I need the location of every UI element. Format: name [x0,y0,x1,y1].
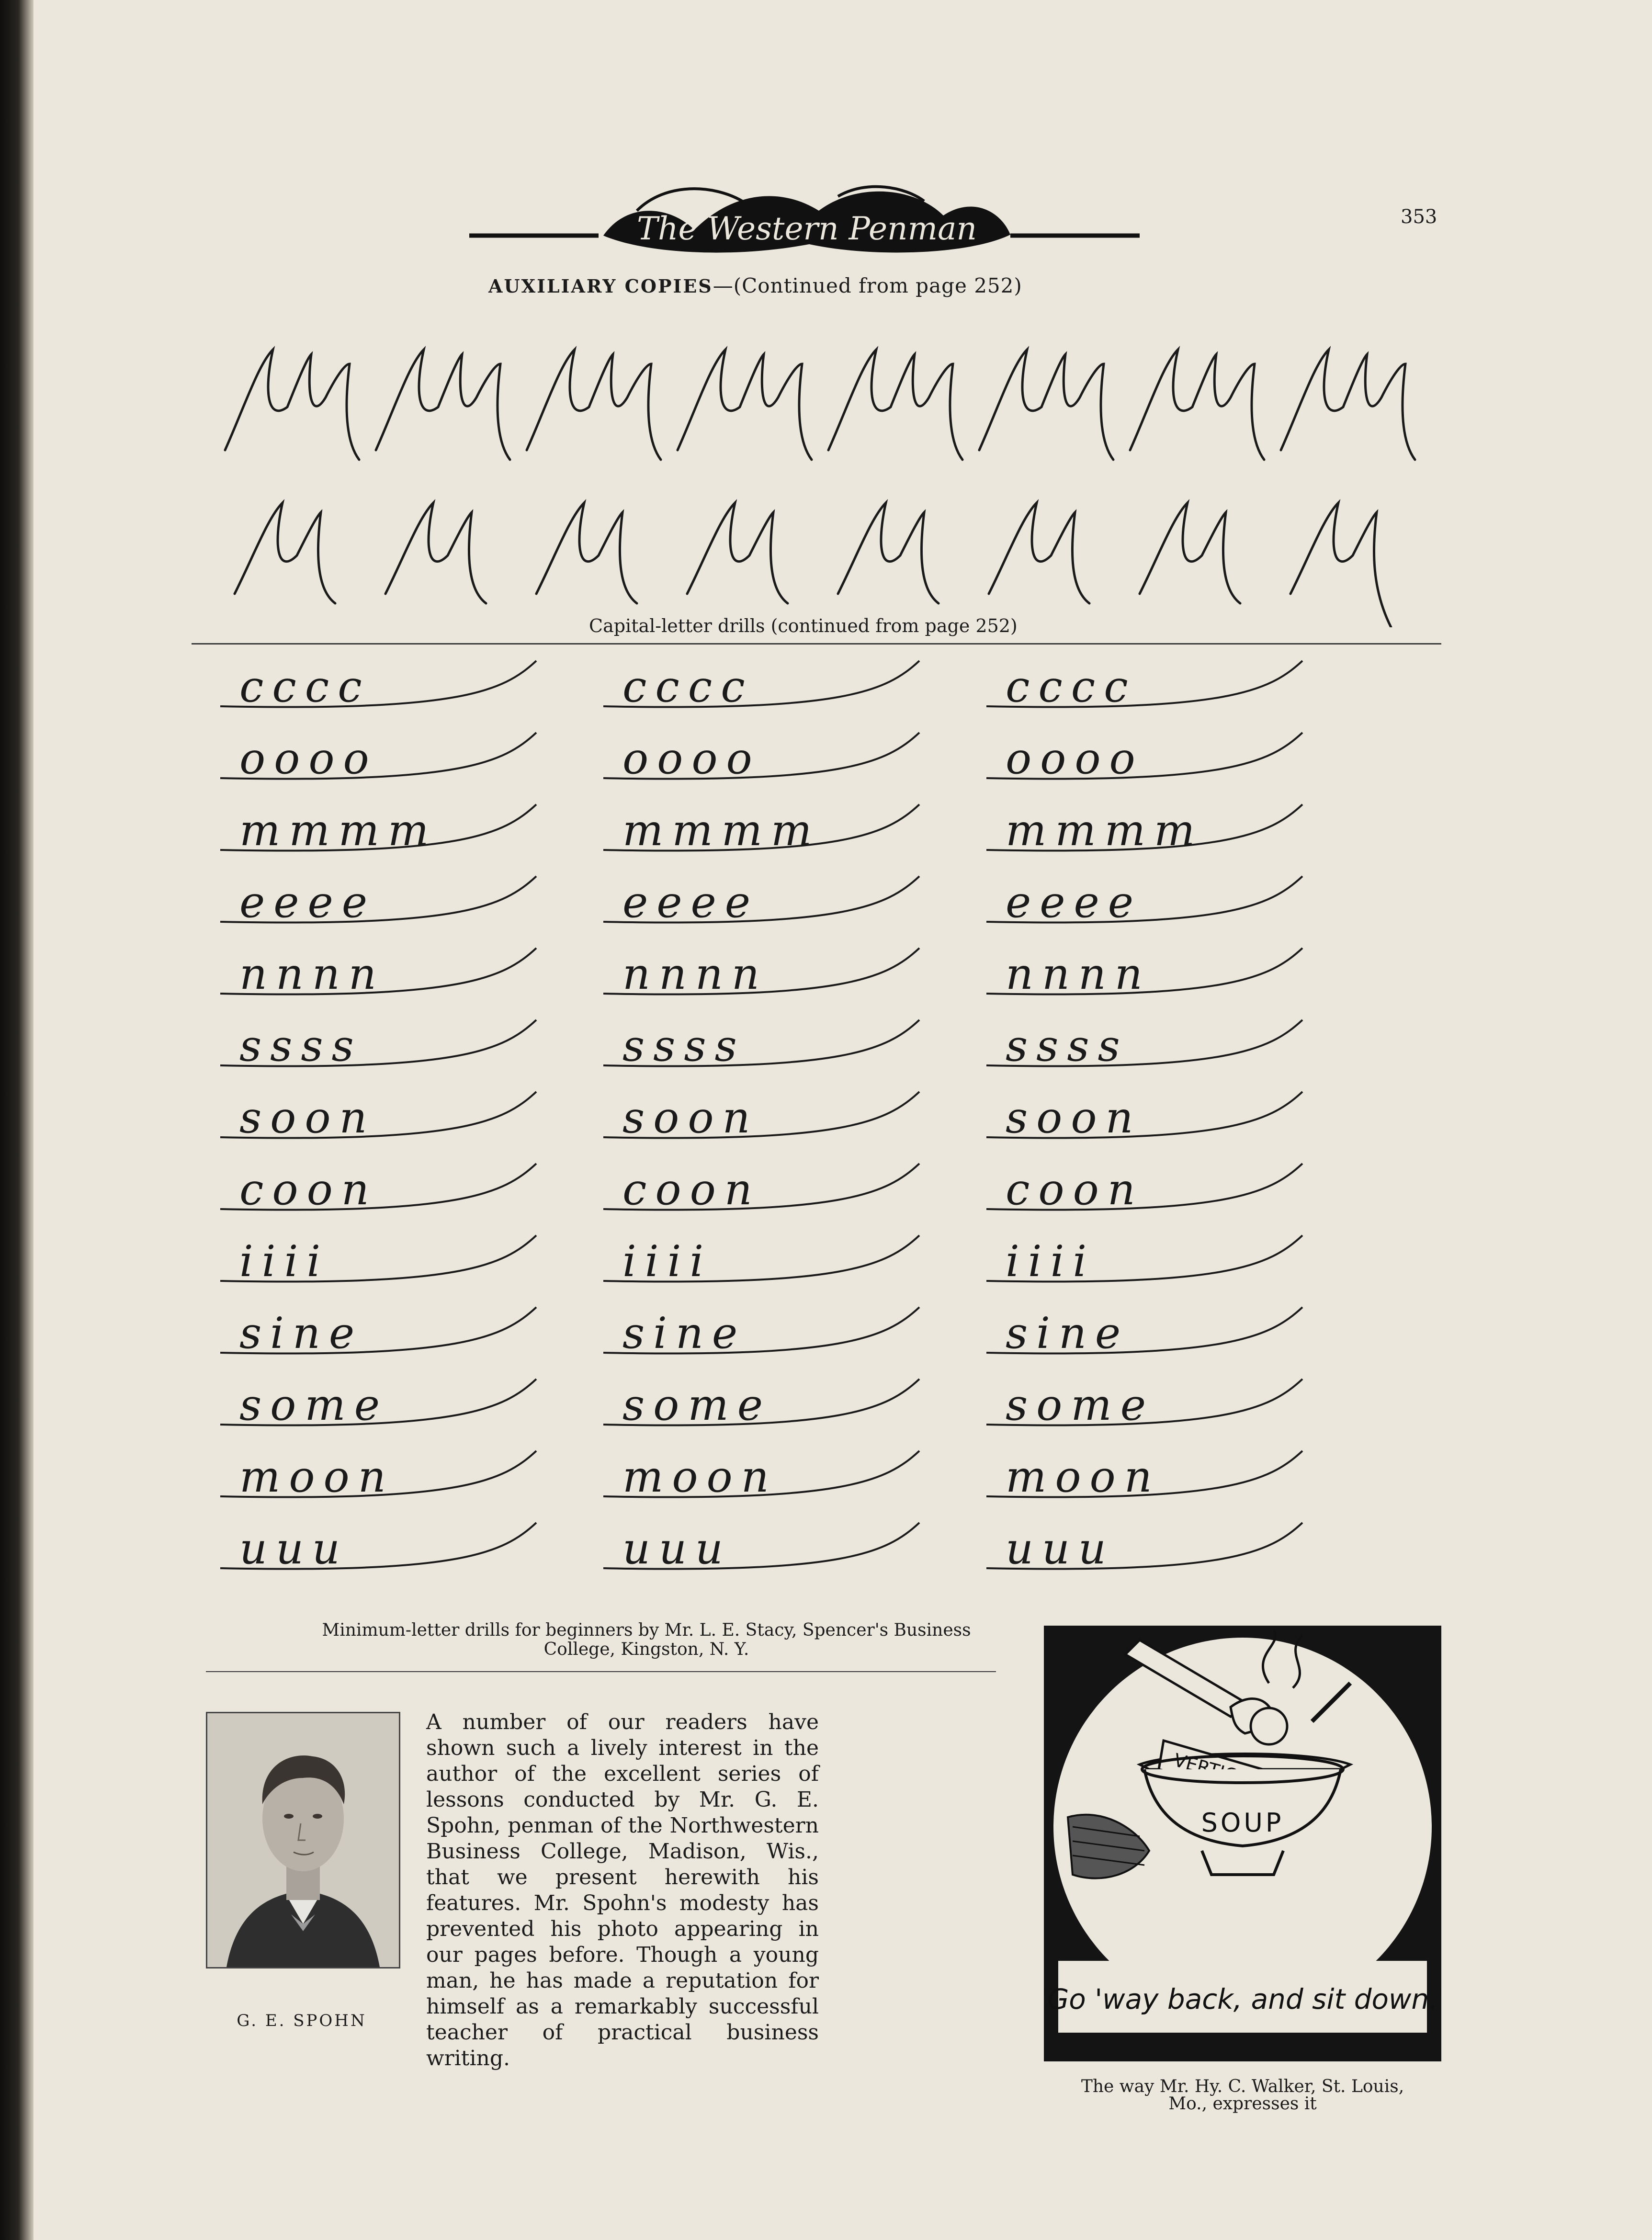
capital-m-4 [678,350,812,460]
drill-word: coon [622,1165,761,1215]
portrait-figure [207,1713,399,1967]
drill-word: eeee [239,877,376,928]
drill-word: moon [1006,1452,1161,1502]
drill-word: sine [1006,1308,1130,1358]
auxiliary-copies-note: —(Continued from page 252) [713,274,1022,297]
capital-n-8 [1290,503,1391,627]
drill-word: cccc [239,662,371,712]
drill-word: cccc [622,662,754,712]
drill-word: ssss [239,1021,362,1071]
drill-word: nnnn [1006,949,1151,999]
drill-word: some [239,1380,388,1430]
drill-word: cccc [1006,662,1137,712]
capital-m-3 [527,350,661,460]
auxiliary-copies-label: AUXILIARY COPIES [488,275,713,297]
cartoon-caption-line-1: The way Mr. Hy. C. Walker, St. Louis, [1081,2077,1404,2096]
drill-word: soon [239,1093,376,1143]
capital-n-3 [536,503,637,603]
capital-n-2 [385,503,486,603]
cartoon-caption-line-2: Mo., expresses it [1168,2094,1317,2114]
portrait-photo [206,1712,400,1968]
capital-m-8 [1281,350,1415,460]
drill-word: iiii [239,1236,329,1287]
drill-word: coon [239,1165,378,1215]
article-body: A number of our readers have shown such a lively interest in the author of the excellent series of lessons conducted by Mr. G. E. Spohn, penman of the Northwestern Business College, Madison, Wis., that we present herewith his features. Mr. Spohn's modesty has prevented his photo appearing in our pages before. Though a young man, he has made a reputation for himself as a remarkably successful teacher of practical business writing. [426,1710,819,2070]
drill-word: sine [622,1308,747,1358]
drill-word: uuu [1006,1524,1115,1574]
capital-drills-caption: Capital-letter drills (continued from page 252) [589,615,1018,636]
drill-word: oooo [622,734,761,784]
masthead-logo [445,182,1164,268]
divider-rule-top [192,643,1441,645]
cartoon-speech: "Go 'way back, and sit down." [1044,1983,1441,2015]
book-spine [0,0,34,2240]
page-number: 353 [1401,206,1437,228]
drill-word: coon [1006,1165,1144,1215]
cartoon-drawing [1044,1626,1441,2061]
capital-n-5 [838,503,939,603]
drill-word: sine [239,1308,363,1358]
drill-word: some [1006,1380,1154,1430]
cartoon-label-soup: SOUP [1201,1808,1284,1838]
auxiliary-copies-heading [488,274,1159,297]
masthead-title: The Western Penman [636,210,977,247]
divider-rule-bottom [206,1671,996,1672]
drill-word: nnnn [622,949,768,999]
capital-m-2 [376,350,510,460]
capital-n-6 [989,503,1089,603]
drill-word: oooo [239,734,378,784]
capital-m-6 [979,350,1113,460]
minimum-letter-drills [201,656,1369,1604]
drill-word: soon [622,1093,759,1143]
drill-word: uuu [239,1524,349,1574]
drill-word: oooo [1006,734,1144,784]
minimum-drills-caption [239,1621,1053,1659]
drill-word: mmmm [239,805,438,856]
capital-m-1 [225,350,359,460]
drill-word: ssss [1006,1021,1129,1071]
drill-word: mmmm [622,805,821,856]
photo-caption: G. E. SPOHN [237,2011,367,2030]
drill-word: ssss [622,1021,746,1071]
cartoon-caption [1034,2078,1451,2113]
drill-word: moon [622,1452,778,1502]
capital-m-7 [1130,350,1264,460]
capital-n-4 [687,503,788,603]
drill-word: eeee [622,877,759,928]
drill-word: iiii [622,1236,713,1287]
drill-word: iiii [1006,1236,1096,1287]
drill-word: moon [239,1452,395,1502]
drill-word: eeee [1006,877,1143,928]
drill-word: mmmm [1006,805,1204,856]
drill-word: soon [1006,1093,1142,1143]
capital-m-5 [828,350,962,460]
cartoon-panel [1044,1626,1441,2061]
capital-n-row [215,484,1422,627]
drill-word: uuu [622,1524,732,1574]
capital-n-1 [235,503,335,603]
minimum-drills-caption-line-2: College, Kingston, N. Y. [543,1640,749,1659]
capital-m-row [215,335,1422,479]
drill-word: nnnn [239,949,385,999]
capital-n-7 [1140,503,1240,603]
drill-word: some [622,1380,771,1430]
minimum-drills-caption-line-1: Minimum-letter drills for beginners by Mr. L. E. Stacy, Spencer's Business [322,1620,971,1640]
